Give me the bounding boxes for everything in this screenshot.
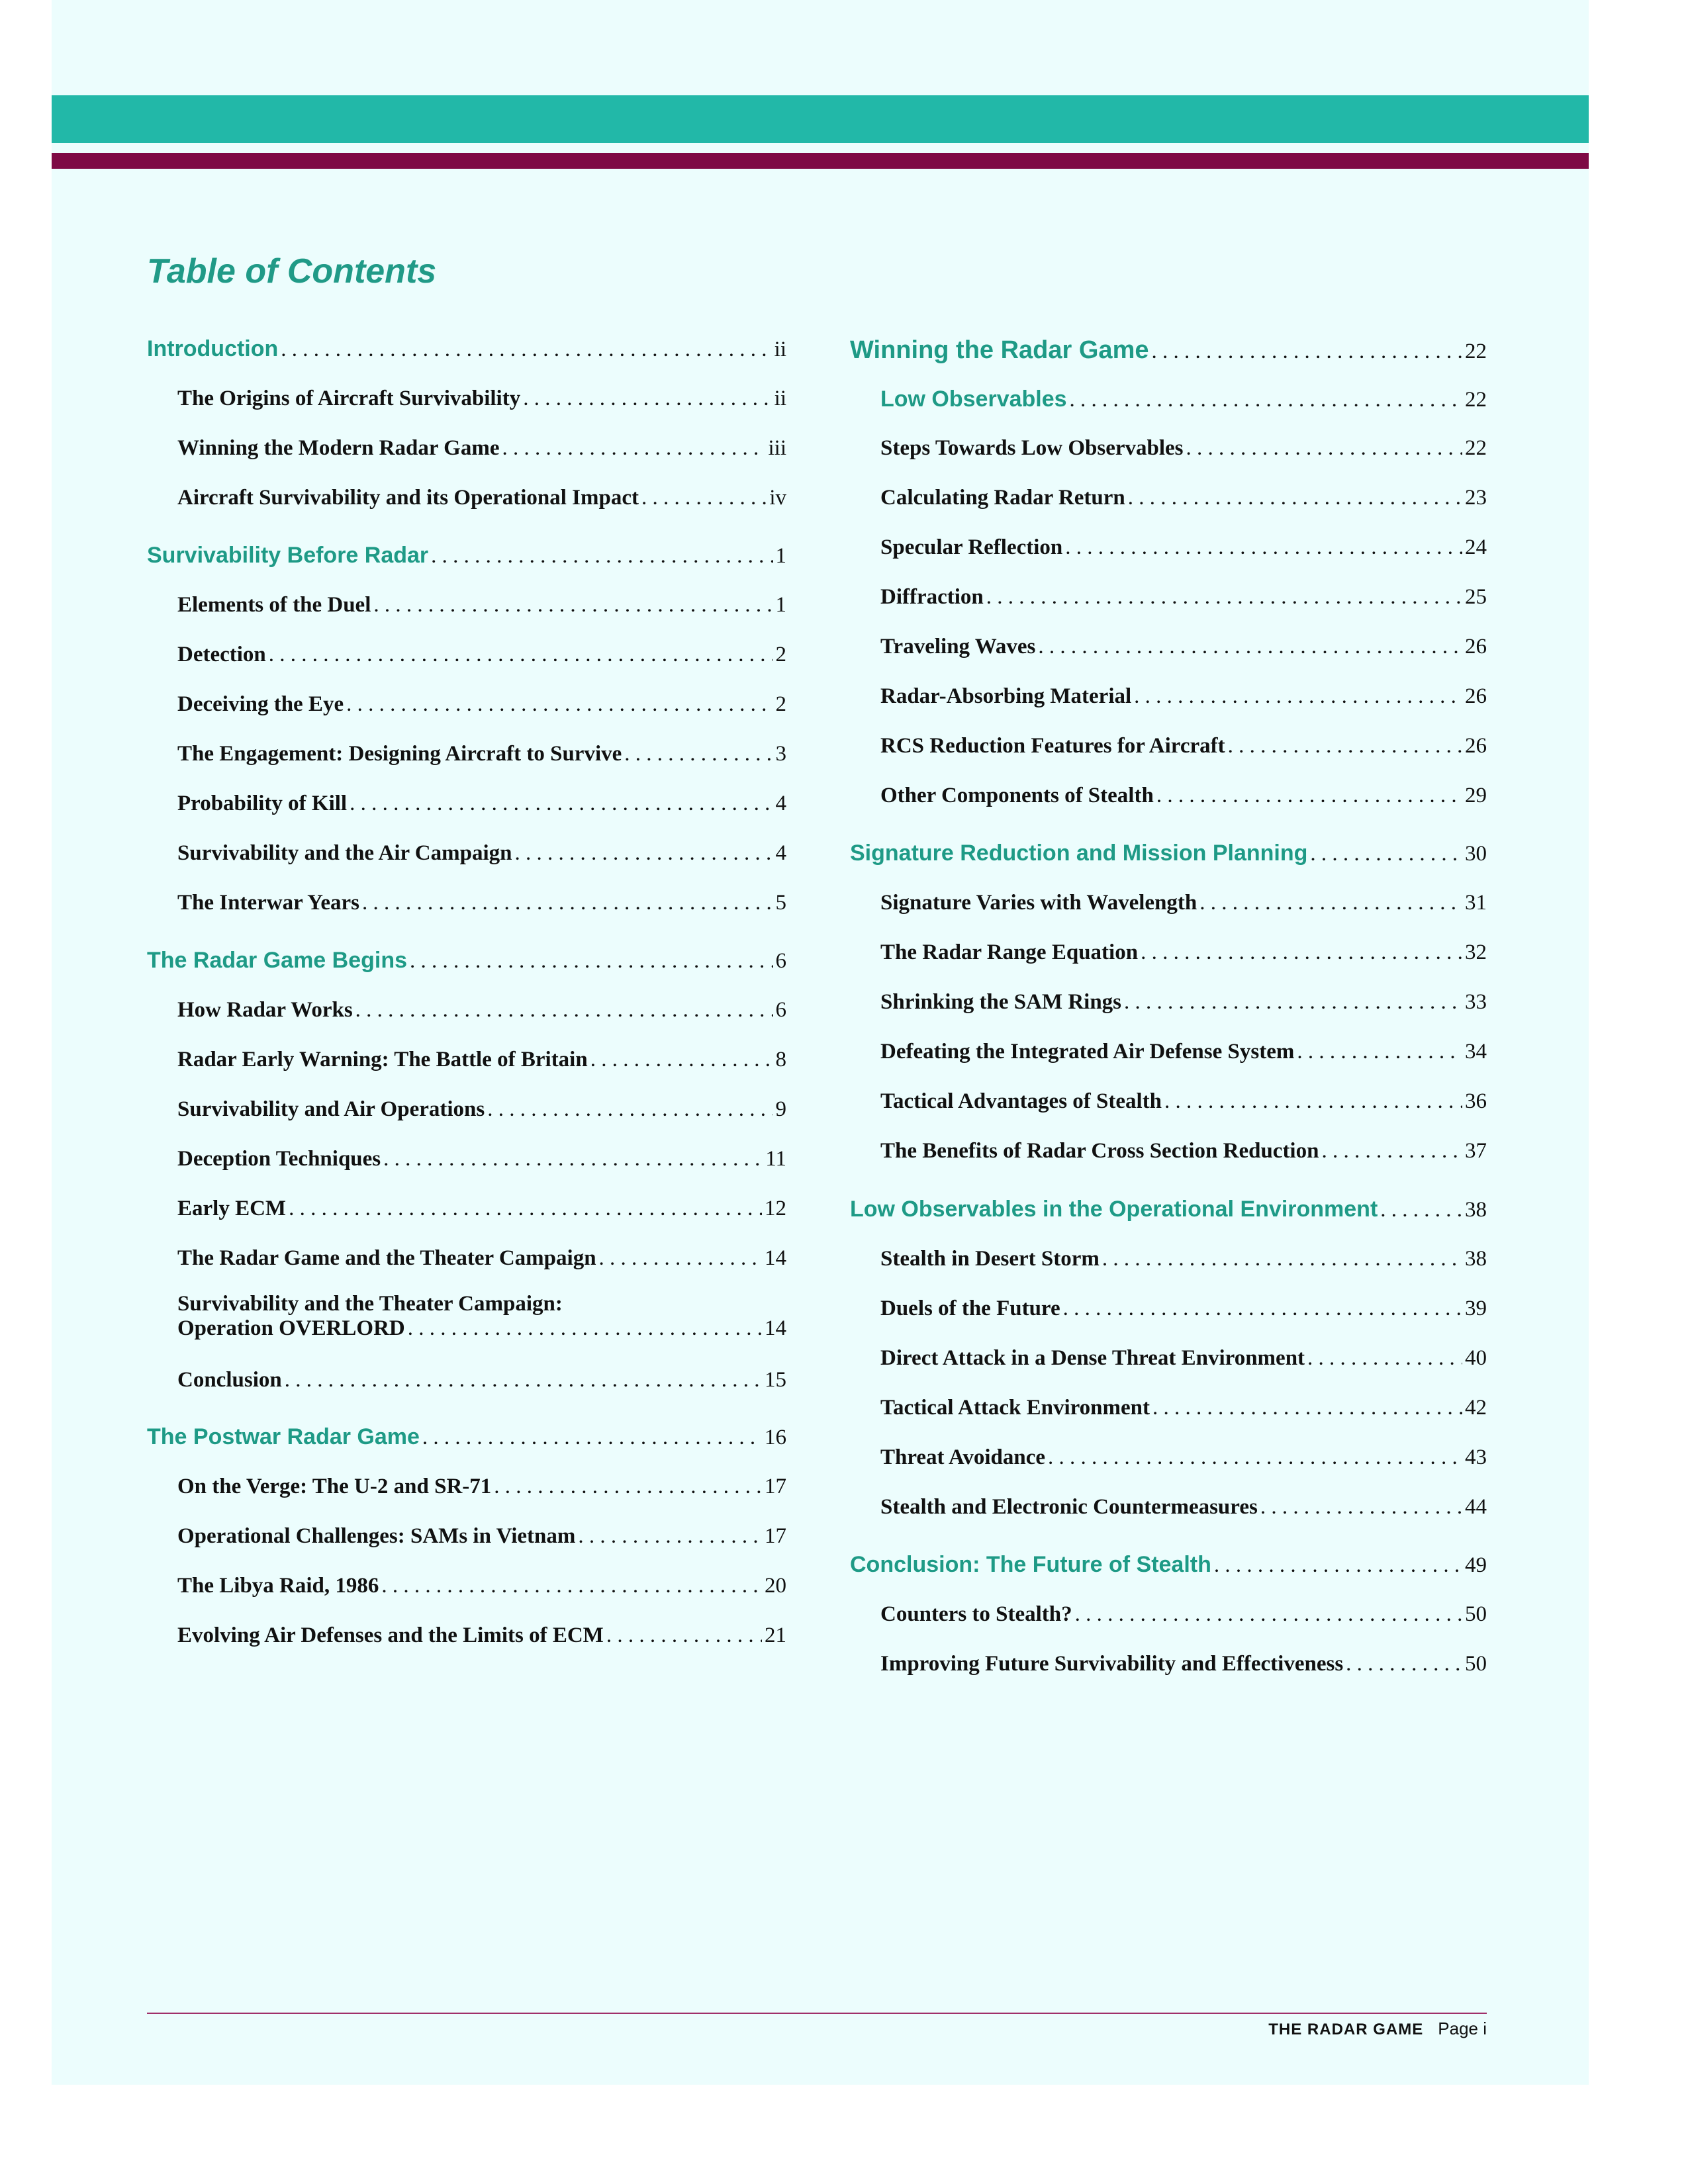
toc-item[interactable]: Conclusion . . . 15: [147, 1368, 786, 1392]
toc-item[interactable]: Survivability and Air Operations . . . 9: [147, 1097, 786, 1122]
toc-item[interactable]: On the Verge: The U-2 and SR-71 . . . 17: [147, 1475, 786, 1499]
toc-item[interactable]: Elements of the Duel . . . 1: [147, 593, 786, 617]
toc-item[interactable]: Direct Attack in a Dense Threat Environment . . . 40: [850, 1346, 1487, 1371]
toc-item[interactable]: Deceiving the Eye . . . 2: [147, 692, 786, 717]
toc-item[interactable]: Early ECM . . . 12: [147, 1197, 786, 1221]
toc-item[interactable]: Steps Towards Low Observables . . . 22: [850, 436, 1487, 461]
toc-item[interactable]: Radar Early Warning: The Battle of Britain . . . 8: [147, 1048, 786, 1072]
toc-item[interactable]: The Radar Range Equation . . . 32: [850, 940, 1487, 965]
toc-item[interactable]: Signature Varies with Wavelength . . . 31: [850, 891, 1487, 915]
toc-item[interactable]: Improving Future Survivability and Effectiveness . . . 50: [850, 1652, 1487, 1676]
header-band-teal: [52, 95, 1589, 143]
toc-section-radar-game-begins[interactable]: The Radar Game Begins . . . 6: [147, 948, 786, 974]
toc-item[interactable]: Tactical Advantages of Stealth . . . 36: [850, 1089, 1487, 1114]
toc-item[interactable]: Defeating the Integrated Air Defense System . . . 34: [850, 1040, 1487, 1064]
toc-item[interactable]: Evolving Air Defenses and the Limits of ECM . . . 21: [147, 1623, 786, 1648]
toc-item-two-line[interactable]: Survivability and the Theater Campaign: Operation OVERLORD . . . 14: [177, 1292, 786, 1341]
toc-item[interactable]: Detection . . . 2: [147, 643, 786, 667]
toc-section-introduction[interactable]: Introduction . . . ii: [147, 336, 786, 362]
toc-item[interactable]: Counters to Stealth? . . . 50: [850, 1602, 1487, 1627]
toc-item[interactable]: Traveling Waves . . . 26: [850, 635, 1487, 659]
toc-item[interactable]: Calculating Radar Return . . . 23: [850, 486, 1487, 510]
footer-divider: [147, 2013, 1487, 2014]
toc-item[interactable]: Radar-Absorbing Material . . . 26: [850, 684, 1487, 709]
toc-item[interactable]: RCS Reduction Features for Aircraft . . . 26: [850, 734, 1487, 758]
toc-subsection-low-observables[interactable]: Low Observables . . . 22: [850, 387, 1487, 412]
toc-item[interactable]: Tactical Attack Environment . . . 42: [850, 1396, 1487, 1420]
footer-page-number: Page i: [1438, 2019, 1487, 2038]
toc-item[interactable]: The Benefits of Radar Cross Section Reduction . . . 37: [850, 1139, 1487, 1163]
toc-item[interactable]: Diffraction . . . 25: [850, 585, 1487, 610]
toc-item[interactable]: Threat Avoidance . . . 43: [850, 1445, 1487, 1470]
toc-section-winning-radar-game[interactable]: Winning the Radar Game . . . 22: [850, 336, 1487, 365]
toc-section-operational-environment[interactable]: Low Observables in the Operational Environment . . . 38: [850, 1197, 1487, 1222]
toc-item[interactable]: Duels of the Future . . . 39: [850, 1297, 1487, 1321]
page-footer: [1268, 2019, 1487, 2039]
footer-document-title: THE RADAR GAME: [1268, 2021, 1424, 2038]
toc-item[interactable]: How Radar Works . . . 6: [147, 998, 786, 1023]
toc-item[interactable]: Shrinking the SAM Rings . . . 33: [850, 990, 1487, 1015]
toc-section-survivability-before-radar[interactable]: Survivability Before Radar . . . 1: [147, 543, 786, 569]
toc-section-conclusion-future-stealth[interactable]: Conclusion: The Future of Stealth . . . 49: [850, 1552, 1487, 1578]
toc-item[interactable]: Deception Techniques . . . 11: [147, 1147, 786, 1171]
toc-item[interactable]: Operational Challenges: SAMs in Vietnam . . . 17: [147, 1524, 786, 1549]
toc-section-postwar-radar-game[interactable]: The Postwar Radar Game . . . 16: [147, 1424, 786, 1450]
toc-item[interactable]: Other Components of Stealth . . . 29: [850, 784, 1487, 808]
toc-item[interactable]: The Radar Game and the Theater Campaign . . . 14: [147, 1246, 786, 1271]
page-title: Table of Contents: [147, 252, 437, 291]
toc-item[interactable]: Stealth in Desert Storm . . . 38: [850, 1247, 1487, 1271]
toc-item[interactable]: Specular Reflection . . . 24: [850, 535, 1487, 560]
header-band-maroon: [52, 153, 1589, 169]
toc-item[interactable]: The Engagement: Designing Aircraft to Survive . . . 3: [147, 742, 786, 766]
toc-item[interactable]: The Interwar Years . . . 5: [147, 891, 786, 915]
toc-item[interactable]: Stealth and Electronic Countermeasures . . . 44: [850, 1495, 1487, 1520]
toc-item[interactable]: Probability of Kill . . . 4: [147, 792, 786, 816]
toc-section-signature-reduction[interactable]: Signature Reduction and Mission Planning . . . 30: [850, 841, 1487, 866]
toc-item[interactable]: Survivability and the Air Campaign . . . 4: [147, 841, 786, 866]
toc-item[interactable]: The Libya Raid, 1986 . . . 20: [147, 1574, 786, 1598]
toc-item[interactable]: Winning the Modern Radar Game . . . iii: [147, 436, 786, 461]
toc-item[interactable]: Aircraft Survivability and its Operational Impact . . . iv: [147, 486, 786, 510]
toc-item[interactable]: The Origins of Aircraft Survivability . . . ii: [147, 387, 786, 411]
